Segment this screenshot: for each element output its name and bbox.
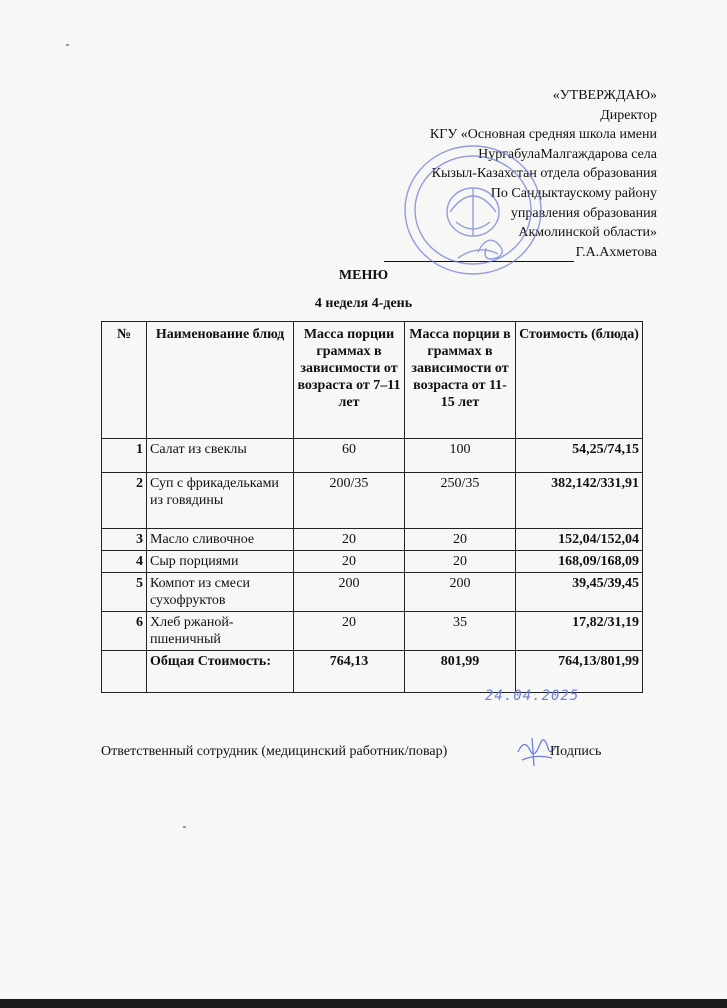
date-stamp: 24.04.2025 bbox=[485, 688, 580, 704]
row-mass-7-11: 200/35 bbox=[294, 473, 405, 529]
signatory-line bbox=[337, 243, 657, 263]
row-mass-11-15: 200 bbox=[405, 573, 516, 612]
row-cost: 17,82/31,19 bbox=[516, 612, 643, 651]
approval-line: управления образования bbox=[510, 205, 657, 221]
row-name: Хлеб ржаной-пшеничный bbox=[147, 612, 294, 651]
menu-table bbox=[101, 321, 643, 693]
row-name: Компот из смеси сухофруктов bbox=[147, 573, 294, 612]
table-row bbox=[102, 573, 643, 612]
total-mass-11-15: 801,99 bbox=[405, 651, 516, 693]
responsible-person-label: Ответственный сотрудник (медицинский работник/повар) bbox=[101, 744, 448, 759]
signature-underline bbox=[384, 247, 574, 262]
table-header-row bbox=[102, 322, 643, 439]
table-row bbox=[102, 439, 643, 473]
row-num: 2 bbox=[102, 473, 147, 529]
row-num: 3 bbox=[102, 529, 147, 551]
table-total-row bbox=[102, 651, 643, 693]
row-mass-7-11: 60 bbox=[294, 439, 405, 473]
approval-line: Директор bbox=[600, 107, 657, 123]
row-mass-11-15: 100 bbox=[405, 439, 516, 473]
total-num-empty bbox=[102, 651, 147, 693]
row-mass-11-15: 250/35 bbox=[405, 473, 516, 529]
row-name: Масло сливочное bbox=[147, 529, 294, 551]
approval-block bbox=[337, 86, 657, 262]
approval-line: Акмолинской области» bbox=[518, 225, 657, 241]
row-mass-11-15: 35 bbox=[405, 612, 516, 651]
row-cost: 168,09/168,09 bbox=[516, 551, 643, 573]
total-mass-7-11: 764,13 bbox=[294, 651, 405, 693]
approval-line: По Сандыктаускому району bbox=[490, 185, 657, 201]
row-cost: 39,45/39,45 bbox=[516, 573, 643, 612]
row-name: Сыр порциями bbox=[147, 551, 294, 573]
row-num: 5 bbox=[102, 573, 147, 612]
approval-line: НургабулаМалгаждарова села bbox=[478, 146, 657, 162]
scan-speck bbox=[183, 826, 186, 828]
table-row bbox=[102, 473, 643, 529]
header-name: Наименование блюд bbox=[147, 322, 294, 439]
signatory-name: Г.А.Ахметова bbox=[575, 244, 657, 260]
signature-label: Подпись bbox=[550, 744, 602, 759]
row-mass-7-11: 20 bbox=[294, 612, 405, 651]
approval-line: «УТВЕРЖДАЮ» bbox=[552, 88, 657, 103]
header-mass-7-11: Масса порции граммах в зависимости от возраста от 7–11 лет bbox=[294, 322, 405, 439]
scan-speck bbox=[66, 44, 69, 46]
row-num: 4 bbox=[102, 551, 147, 573]
menu-subtitle: 4 неделя 4-день bbox=[314, 296, 413, 311]
row-name: Суп с фрикадельками из говядины bbox=[147, 473, 294, 529]
row-num: 6 bbox=[102, 612, 147, 651]
total-label: Общая Стоимость: bbox=[147, 651, 294, 693]
row-name: Салат из свеклы bbox=[147, 439, 294, 473]
row-cost: 152,04/152,04 bbox=[516, 529, 643, 551]
row-mass-7-11: 200 bbox=[294, 573, 405, 612]
table-row bbox=[102, 612, 643, 651]
header-mass-11-15: Масса порции в граммах в зависимости от возраста от 11-15 лет bbox=[405, 322, 516, 439]
total-cost: 764,13/801,99 bbox=[516, 651, 643, 693]
row-mass-7-11: 20 bbox=[294, 551, 405, 573]
row-mass-11-15: 20 bbox=[405, 551, 516, 573]
header-num: № bbox=[102, 322, 147, 439]
row-cost: 54,25/74,15 bbox=[516, 439, 643, 473]
row-mass-11-15: 20 bbox=[405, 529, 516, 551]
table-row bbox=[102, 551, 643, 573]
approval-line: КГУ «Основная средняя школа имени bbox=[429, 127, 657, 143]
row-cost: 382,142/331,91 bbox=[516, 473, 643, 529]
row-mass-7-11: 20 bbox=[294, 529, 405, 551]
table-row bbox=[102, 529, 643, 551]
row-num: 1 bbox=[102, 439, 147, 473]
approval-line: Кызыл-Казахстан отдела образования bbox=[431, 166, 657, 182]
header-cost: Стоимость (блюда) bbox=[516, 322, 643, 439]
menu-title: МЕНЮ bbox=[338, 268, 389, 283]
scan-edge-bar bbox=[0, 999, 727, 1008]
